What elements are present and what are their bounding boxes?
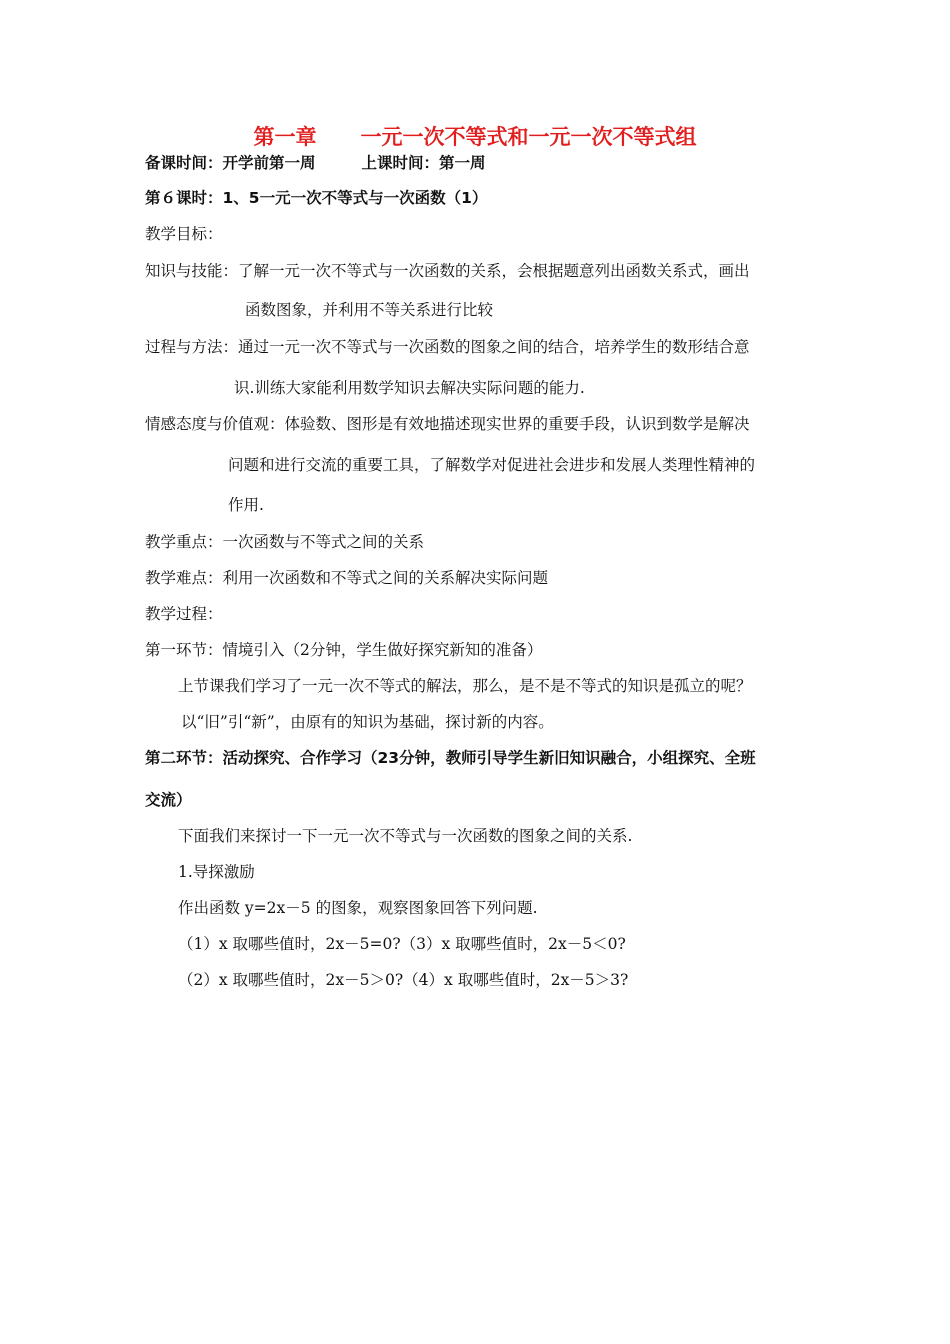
question-2: （2）x 取哪些值时，2x－5＞0? [178,971,404,989]
question-4: （4）x 取哪些值时，2x－5＞3? [403,971,629,989]
lesson-title: 第６课时：1、5一元一次不等式与一次函数（1） [145,189,488,207]
teaching-difficulty: 教学难点：利用一次函数和不等式之间的关系解决实际问题 [145,569,549,587]
section1-paragraph-line1: 上节课我们学习了一元一次不等式的解法，那么，是不是不等式的知识是孤立的呢？ [178,677,752,695]
knowledge-skill-line1: 知识与技能：了解一元一次不等式与一次函数的关系，会根据题意列出函数关系式，画出 [145,262,750,280]
process-method-line2: 识.训练大家能利用数学知识去解决实际问题的能力. [234,379,585,397]
question-row-1 [178,934,626,954]
chapter-number: 第一章 [253,125,317,149]
knowledge-skill-line2: 函数图象，并利用不等关系进行比较 [245,301,494,319]
emotion-value-line2: 问题和进行交流的重要工具，了解数学对促进社会进步和发展人类理性精神的 [228,456,756,474]
chapter-name: 一元一次不等式和一元一次不等式组 [360,125,697,149]
question-row-2 [178,970,628,990]
question-1: （1）x 取哪些值时，2x－5=0? [178,935,401,953]
section1-paragraph-line2: 以“旧”引“新”，由原有的知识为基础，探讨新的内容。 [181,713,554,731]
section2-heading-line1: 第二环节：活动探究、合作学习（23分钟，教师引导学生新旧知识融合，小组探究、全班 [145,749,756,767]
emotion-value-line1: 情感态度与价值观：体验数、图形是有效地描述现实世界的重要手段，认识到数学是解决 [145,415,750,433]
function-task: 作出函数 y=2x－5 的图象，观察图象回答下列问题. [178,899,538,917]
process-method-line1: 过程与方法：通过一元一次不等式与一次函数的图象之间的结合，培养学生的数形结合意 [145,338,750,356]
emotion-value-line3: 作用. [228,496,264,514]
section2-intro: 下面我们来探讨一下一元一次不等式与一次函数的图象之间的关系. [178,827,633,845]
objectives-heading: 教学目标： [145,225,223,243]
section2-item1: 1.导探激励 [178,863,255,881]
schedule-line [145,153,486,173]
chapter-title [0,124,950,150]
section1-heading: 第一环节：情境引入（2分钟，学生做好探究新知的准备） [145,641,543,659]
class-time: 上课时间：第一周 [361,154,486,172]
question-3: （3）x 取哪些值时，2x－5＜0? [400,935,626,953]
teaching-focus: 教学重点：一次函数与不等式之间的关系 [145,533,425,551]
teaching-process-heading: 教学过程： [145,605,223,623]
section2-heading-line2: 交流） [145,791,192,809]
prep-time: 备课时间：开学前第一周 [145,154,316,172]
